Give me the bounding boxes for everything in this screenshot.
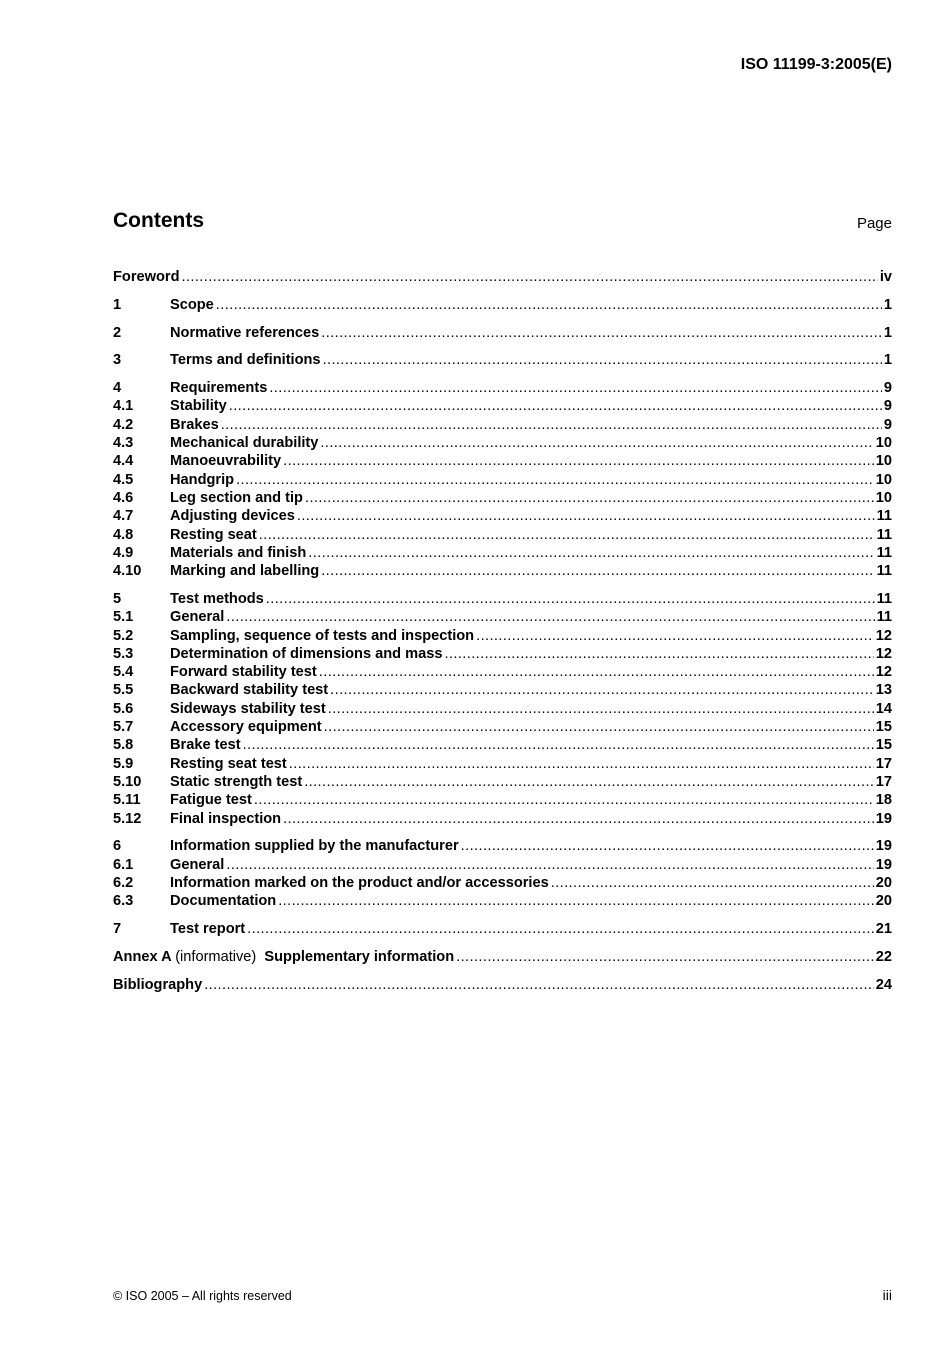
toc-entry-title (170, 379, 267, 397)
toc-entry-title-text: Leg section and tip (170, 489, 303, 506)
toc-entry-number: 4.3 (113, 435, 134, 452)
toc-entry[interactable] (113, 976, 892, 994)
toc-entry-number: 7 (113, 921, 122, 937)
toc-entry-title-text: Backward stability test (170, 682, 329, 699)
toc-entry-number: 2 (113, 324, 122, 341)
toc-entry-title (170, 810, 281, 828)
toc-entry-title-text: Marking and labelling (170, 563, 320, 580)
toc-entry[interactable] (113, 434, 892, 452)
toc-entry-number: 4.2 (113, 416, 134, 433)
toc-entry[interactable] (113, 700, 892, 718)
copyright-notice: © ISO 2005 – All rights reserved (113, 1289, 292, 1303)
dot-leader (461, 837, 874, 855)
toc-entry-title-text: Fatigue test (170, 792, 252, 809)
toc-entry-title (170, 324, 319, 342)
toc-entry-title-text: General (170, 856, 225, 873)
toc-entry-title (170, 562, 319, 580)
toc-group (113, 590, 892, 828)
toc-entry-title (113, 976, 202, 994)
dot-leader (321, 324, 882, 342)
toc-entry-title (170, 681, 328, 699)
toc-entry-number: 4 (113, 380, 122, 397)
toc-entry-page: 20 (875, 893, 892, 910)
toc-entry-title (170, 645, 442, 663)
dot-leader (266, 590, 875, 608)
toc-entry[interactable] (113, 718, 892, 736)
toc-entry[interactable] (113, 810, 892, 828)
toc-entry[interactable] (113, 874, 892, 892)
toc-entry-number: 5.1 (113, 609, 134, 626)
toc-entry-page: 1 (883, 324, 892, 341)
toc-entry-page: 11 (876, 544, 892, 561)
toc-entry-number: 6 (113, 838, 122, 855)
toc-entry-title-text: Resting seat test (170, 755, 287, 772)
toc-entry-number: 5.7 (113, 719, 134, 736)
toc-entry-title (170, 434, 318, 452)
toc-entry-page: 21 (875, 921, 892, 937)
toc-entry-title (170, 837, 459, 855)
toc-group (113, 268, 892, 286)
toc-entry-title-text: Accessory equipment (170, 719, 322, 736)
toc-entry-page: 24 (875, 976, 892, 993)
toc-group (113, 920, 892, 938)
toc-entry-qualifier: (informative) (175, 948, 257, 965)
dot-leader (319, 663, 874, 681)
toc-entry[interactable] (113, 489, 892, 507)
toc-entry-page: 14 (875, 700, 892, 717)
toc-entry-title (170, 627, 474, 645)
toc-entry[interactable] (113, 681, 892, 699)
dot-leader (236, 471, 874, 489)
toc-entry-title-text: Adjusting devices (170, 508, 295, 525)
toc-entry-title-text: Determination of dimensions and mass (170, 645, 443, 662)
toc-entry-title (170, 718, 322, 736)
toc-entry-title (170, 791, 252, 809)
toc-entry-title-text: Information supplied by the manufacturer (170, 838, 459, 855)
toc-entry-title (170, 608, 224, 626)
toc-entry-title (113, 268, 179, 286)
toc-entry-title (170, 416, 219, 434)
toc-entry-number: 5 (113, 590, 122, 607)
toc-entry-title (170, 856, 224, 874)
dot-leader (278, 892, 874, 910)
toc-entry-page: 13 (875, 682, 892, 699)
toc-entry-page: 15 (875, 737, 892, 754)
toc-entry-title-text: Handgrip (170, 471, 235, 488)
toc-entry-page: 1 (883, 352, 892, 369)
toc-entry-title (170, 874, 549, 892)
toc-entry[interactable] (113, 507, 892, 525)
toc-entry-title (170, 526, 257, 544)
dot-leader (247, 920, 874, 938)
toc-entry-number: 5.5 (113, 682, 134, 699)
dot-leader (551, 874, 874, 892)
toc-entry-number: 5.3 (113, 645, 134, 662)
toc-entry-title-text: Stability (170, 398, 227, 415)
toc-entry-title-text: Bibliography (113, 976, 203, 993)
toc-entry-title-text: Static strength test (170, 773, 303, 790)
toc-entry-title-text: Test report (170, 921, 246, 937)
toc-entry-title-text: Mechanical durability (170, 435, 319, 452)
toc-entry-page: 19 (875, 856, 892, 873)
toc-entry-title-text: Resting seat (170, 526, 257, 543)
dot-leader (444, 645, 873, 663)
toc-entry-title (170, 296, 214, 314)
toc-entry[interactable] (113, 379, 892, 397)
toc-entry[interactable] (113, 948, 892, 966)
toc-entry-page: 20 (875, 874, 892, 891)
toc-entry-title-text: Sideways stability test (170, 700, 326, 717)
dot-leader (328, 700, 874, 718)
dot-leader (320, 434, 873, 452)
toc-entry-title (170, 452, 281, 470)
toc-group (113, 296, 892, 314)
toc-entry-title-text: Brakes (170, 416, 219, 433)
dot-leader (308, 544, 874, 562)
toc-entry-title-text: Information marked on the product and/or accessories (170, 874, 549, 891)
dot-leader (304, 773, 874, 791)
dot-leader (226, 856, 873, 874)
toc-entry[interactable] (113, 324, 892, 342)
dot-leader (229, 397, 882, 415)
toc-entry[interactable] (113, 471, 892, 489)
toc-entry-title-text: Sampling, sequence of tests and inspection (170, 627, 475, 644)
toc-entry-number: 1 (113, 296, 122, 313)
dot-leader (324, 718, 874, 736)
toc-group (113, 976, 892, 994)
toc-entry-page: 12 (875, 645, 892, 662)
toc-entry[interactable] (113, 590, 892, 608)
toc-entry-title-text: Materials and finish (170, 544, 307, 561)
toc-entry-number: 6.3 (113, 893, 134, 910)
toc-entry-page: 22 (875, 948, 892, 965)
toc-entry-page: 9 (883, 416, 892, 433)
dot-leader (243, 736, 874, 754)
toc-entry-page: 17 (875, 755, 892, 772)
toc-entry[interactable] (113, 663, 892, 681)
dot-leader (305, 489, 874, 507)
toc-entry[interactable] (113, 837, 892, 855)
toc-entry-number: 4.1 (113, 398, 134, 415)
toc-entry[interactable] (113, 351, 892, 369)
dot-leader (221, 416, 882, 434)
dot-leader (321, 562, 874, 580)
toc-entry-page: 12 (875, 664, 892, 681)
toc-entry-number: 4.9 (113, 544, 134, 561)
toc-entry[interactable] (113, 268, 892, 286)
toc-group (113, 351, 892, 369)
toc-entry[interactable] (113, 526, 892, 544)
toc-entry-number: 5.8 (113, 737, 134, 754)
toc-entry-title-text: Manoeuvrability (170, 453, 282, 470)
toc-entry-title-text: Test methods (170, 590, 264, 607)
toc-entry-page: 11 (876, 508, 892, 525)
toc-entry[interactable] (113, 608, 892, 626)
toc-entry-page: 1 (883, 296, 892, 313)
toc-entry[interactable] (113, 397, 892, 415)
toc-entry-page: 19 (875, 810, 892, 827)
dot-leader (204, 976, 874, 994)
toc-entry-page: 11 (876, 590, 892, 607)
toc-entry-number: 4.5 (113, 471, 134, 488)
toc-entry-page: 11 (876, 563, 892, 580)
toc-group (113, 324, 892, 342)
toc-entry-title-text: Normative references (170, 324, 320, 341)
toc-entry-title (170, 920, 245, 938)
toc-entry[interactable] (113, 645, 892, 663)
toc-group (113, 948, 892, 966)
toc-entry-page: 12 (875, 627, 892, 644)
toc-entry[interactable] (113, 856, 892, 874)
toc-entry-page: 11 (876, 609, 892, 626)
toc-entry-page: 15 (875, 719, 892, 736)
toc-entry-number: 3 (113, 352, 122, 369)
toc-entry-title (170, 590, 264, 608)
dot-leader (323, 351, 882, 369)
toc-entry-title-text: Forward stability test (170, 664, 317, 681)
toc-entry[interactable] (113, 755, 892, 773)
document-id: ISO 11199-3:2005(E) (740, 56, 892, 73)
dot-leader (456, 948, 874, 966)
toc-entry[interactable] (113, 892, 892, 910)
toc-entry-page: 19 (875, 838, 892, 855)
toc-group (113, 837, 892, 910)
toc-entry-title (170, 351, 321, 369)
toc-entry[interactable] (113, 452, 892, 470)
dot-leader (283, 452, 874, 470)
toc-entry[interactable] (113, 773, 892, 791)
toc-entry[interactable] (113, 791, 892, 809)
toc-entry-title-text: Final inspection (170, 810, 282, 827)
toc-entry-title (170, 700, 326, 718)
toc-entry-number: 6.2 (113, 874, 134, 891)
toc-group (113, 379, 892, 580)
toc-entry-page: iv (879, 269, 892, 285)
toc-entry-number: 5.11 (113, 792, 141, 809)
toc-entry-number: 4.6 (113, 489, 134, 506)
toc-entry-title-text: Foreword (113, 269, 180, 285)
toc-entry-title (170, 544, 306, 562)
dot-leader (283, 810, 874, 828)
toc-entry[interactable] (113, 544, 892, 562)
toc-entry-number: 4.8 (113, 526, 134, 543)
dot-leader (259, 526, 875, 544)
dot-leader (289, 755, 874, 773)
dot-leader (254, 791, 874, 809)
toc-entry[interactable] (113, 562, 892, 580)
toc-entry-title (170, 736, 241, 754)
toc-entry-title-text: General (170, 609, 225, 626)
toc-entry-page: 11 (876, 526, 892, 543)
toc-entry-title (170, 471, 234, 489)
toc-entry-title-text: Scope (170, 296, 214, 313)
toc-entry-number: 5.10 (113, 773, 142, 790)
toc-entry-number: 5.4 (113, 664, 134, 681)
dot-leader (226, 608, 874, 626)
toc-entry[interactable] (113, 736, 892, 754)
toc-entry-page: 10 (875, 453, 892, 470)
toc-entry-number: 4.4 (113, 453, 134, 470)
page-number: iii (882, 1287, 892, 1303)
toc-entry-number: 5.6 (113, 700, 134, 717)
toc-entry-title (170, 507, 295, 525)
toc-entry[interactable] (113, 296, 892, 314)
toc-entry-number: 6.1 (113, 856, 134, 873)
toc-entry-title (170, 755, 287, 773)
toc-entry-number: 5.9 (113, 755, 134, 772)
toc-entry-page: 9 (883, 398, 892, 415)
page-column-label: Page (856, 215, 892, 232)
toc-entry-title-text: Annex A (113, 948, 172, 965)
toc-entry-number: 4.10 (113, 563, 142, 580)
toc-entry-title (170, 663, 317, 681)
toc-entry-subtitle: Supplementary information (264, 948, 455, 965)
toc-entry[interactable] (113, 627, 892, 645)
toc-entry-title (170, 397, 227, 415)
toc-entry-title-text: Terms and definitions (170, 352, 321, 369)
contents-heading: Contents (113, 209, 204, 232)
toc-entry-page: 18 (875, 792, 892, 809)
toc-entry-page: 10 (875, 489, 892, 506)
toc-entry-title (170, 892, 276, 910)
toc-entry-page: 10 (875, 471, 892, 488)
table-of-contents (113, 268, 892, 1003)
toc-entry-page: 10 (875, 435, 892, 452)
dot-leader (297, 507, 875, 525)
toc-entry-page: 9 (883, 380, 892, 397)
dot-leader (269, 379, 882, 397)
toc-entry[interactable] (113, 416, 892, 434)
toc-entry-title (170, 489, 303, 507)
toc-entry-number: 5.12 (113, 810, 142, 827)
toc-entry-page: 17 (875, 773, 892, 790)
dot-leader (216, 296, 882, 314)
toc-entry-title (113, 948, 454, 966)
dot-leader (181, 268, 877, 286)
dot-leader (330, 681, 874, 699)
toc-entry-number: 4.7 (113, 508, 134, 525)
toc-entry-title-text: Documentation (170, 893, 277, 910)
toc-entry-title-text: Brake test (170, 737, 241, 754)
toc-entry-title-text: Requirements (170, 380, 268, 397)
toc-entry-number: 5.2 (113, 627, 134, 644)
toc-entry[interactable] (113, 920, 892, 938)
toc-entry-title (170, 773, 302, 791)
dot-leader (476, 627, 874, 645)
